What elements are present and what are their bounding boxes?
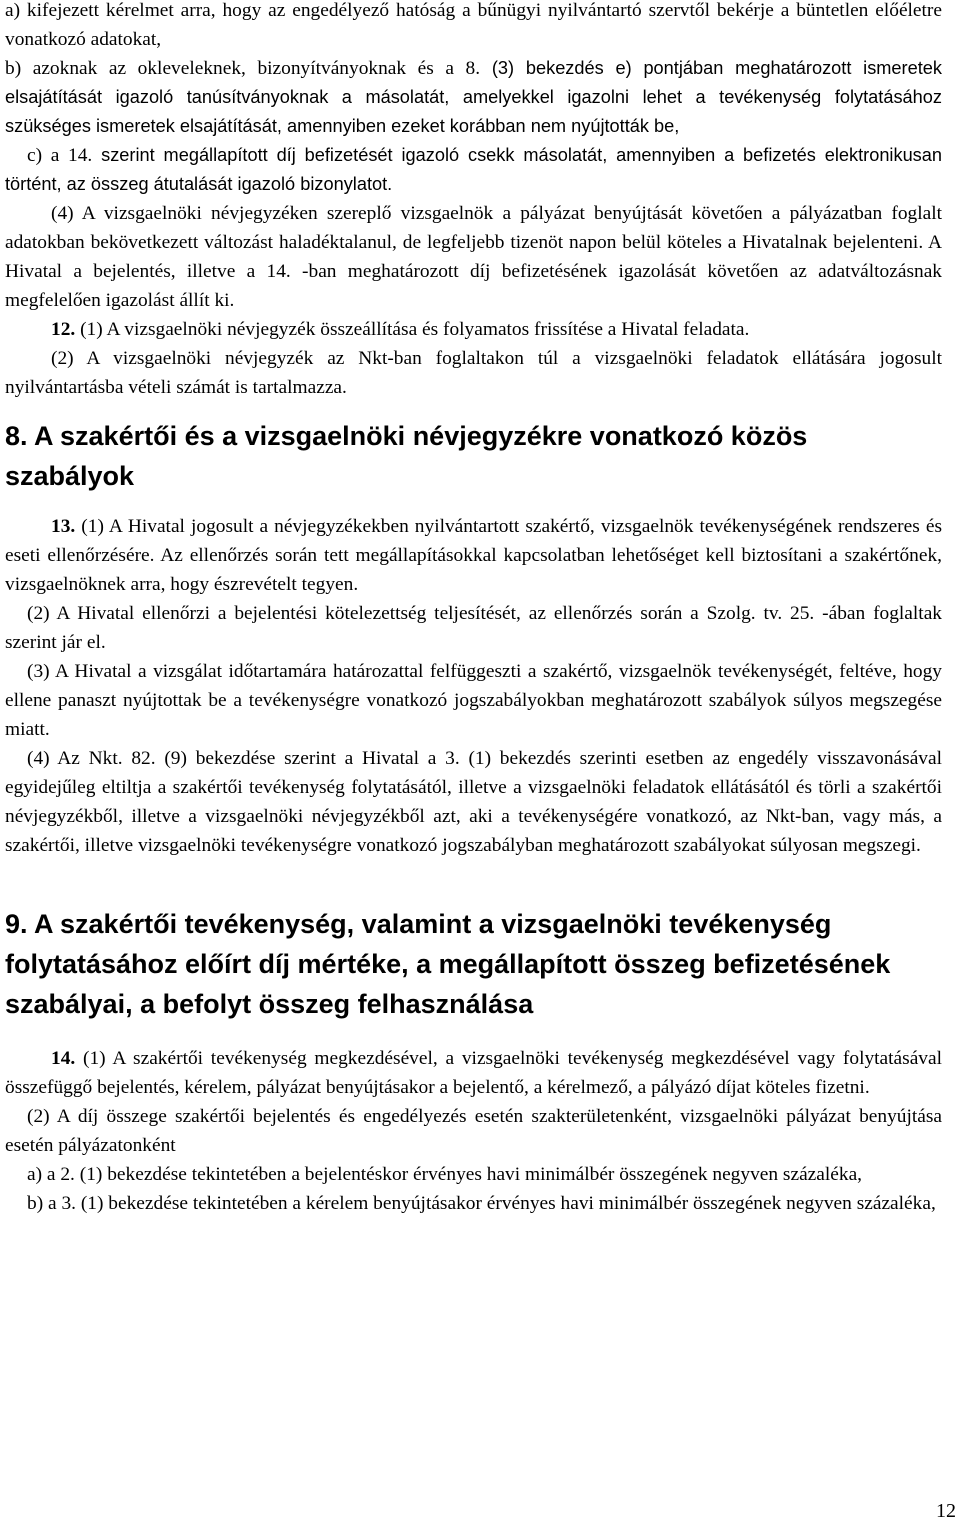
section-13-para-1: 13. (1) A Hivatal jogosult a névjegyzékekben nyilvántartott szakértő, vizsgaelnök tevékenységének rendszeres és eseti ellenőrzésére. Az ellenőrzés során tett megállapításokkal kapcsolatban lehetőséget kell biztosítani a szakértőnek, vizsgaelnöknek arra, hogy észrevételt tegyen.: [5, 516, 942, 595]
paragraph-4: (4) A vizsgaelnöki névjegyzéken szereplő vizsgaelnök a pályázat benyújtását követően a pályázatban foglalt adatokban bekövetkezett változást haladéktalanul, de legfeljebb tizenöt napon belül köteles a Hivatalnak bejelenteni. A Hivatal a bejelentés, illetve a 14. -ban meghatározott díj befizetésének igazolását követően az adatváltozásnak megfelelően igazolást állít ki.: [5, 203, 942, 311]
document-page: [5, 0, 942, 1218]
heading-8: 8. A szakértői és a vizsgaelnöki névjegyzékre vonatkozó közös szabályok: [5, 421, 808, 491]
section-13-para-4: (4) Az Nkt. 82. (9) bekezdése szerint a Hivatal a 3. (1) bekezdés szerinti esetben az engedély visszavonásával egyidejűleg eltiltja a szakértői tevékenység folytatásától, illetve a vizsgaelnöki feladatok ellátásától és törli a szakértői névjegyzékből, illetve a vizsgaelnöki névjegyzékből azt, aki a tevékenységére vonatkozó, az Nkt-ban, vagy más, a szakértői, illetve vizsgaelnöki tevékenységre vonatkozó jogszabályban meghatározott szabályokat súlyosan megszegi.: [5, 748, 942, 856]
section-14-item-b: b) a 3. (1) bekezdése tekintetében a kérelem benyújtásakor érvényes havi minimálbér összegének negyven százaléka,: [27, 1193, 936, 1214]
section-13-para-3: (3) A Hivatal a vizsgálat időtartamára határozattal felfüggeszti a szakértő, vizsgaelnök tevékenységét, feltéve, hogy ellene panaszt nyújtottak be a tevékenységre vonatkozó jogszabályokban meghatározott szabályok súlyos megszegése miatt.: [5, 661, 942, 740]
item-a: a) kifejezett kérelmet arra, hogy az engedélyező hatóság a bűnügyi nyilvántartó szervtől bekérje a büntetlen előéletre vonatkozó adatokat,: [5, 0, 942, 50]
section-13-para-2: (2) A Hivatal ellenőrzi a bejelentési kötelezettség teljesítését, az ellenőrzés során a Szolg. tv. 25. -ában foglaltak szerint jár el.: [5, 603, 942, 653]
section-12-para-1: 12. (1) A vizsgaelnöki névjegyzék összeállítása és folyamatos frissítése a Hivatal feladata.: [51, 319, 750, 340]
item-b: b) azoknak az okleveleknek, bizonyítványoknak és a 8. (3) bekezdés e) pontjában meghatározott ismeretek elsajátítását igazoló tanúsítványoknak a másolatát, amelyekkel igazolni lehet a tevékenység folytatásához szükséges ismeretek elsajátítását, amennyiben ezeket korábban nem nyújtották be,: [5, 58, 942, 136]
section-14-item-a: a) a 2. (1) bekezdése tekintetében a bejelentéskor érvényes havi minimálbér összegének negyven százaléka,: [27, 1164, 863, 1185]
item-c: c) a 14. szerint megállapított díj befizetését igazoló csekk másolatát, amennyiben a befizetés elektronikusan történt, az összeg átutalását igazoló bizonylatot.: [5, 145, 943, 194]
section-14-para-2: (2) A díj összege szakértői bejelentés és engedélyezés esetén szakterületenként, vizsgaelnöki pályázat benyújtása esetén pályázatonként: [5, 1106, 942, 1156]
section-12-para-2: (2) A vizsgaelnöki névjegyzék az Nkt-ban foglaltakon túl a vizsgaelnöki feladatok ellátására jogosult nyilvántartásba vételi számát is tartalmazza.: [5, 348, 942, 398]
heading-9: 9. A szakértői tevékenység, valamint a vizsgaelnöki tevékenység folytatásához előírt díj mértéke, a megállapított összeg befizetésének szabályai, a befolyt összeg felhasználása: [5, 909, 891, 1019]
section-14-para-1: 14. (1) A szakértői tevékenység megkezdésével, a vizsgaelnöki tevékenység megkezdésével vagy folytatásával összefüggő bejelentés, kérelem, pályázat benyújtásakor a bejelentő, a kérelmező, a pályázó díjat köteles fizetni.: [5, 1048, 942, 1098]
page-number: 12: [936, 1500, 956, 1522]
